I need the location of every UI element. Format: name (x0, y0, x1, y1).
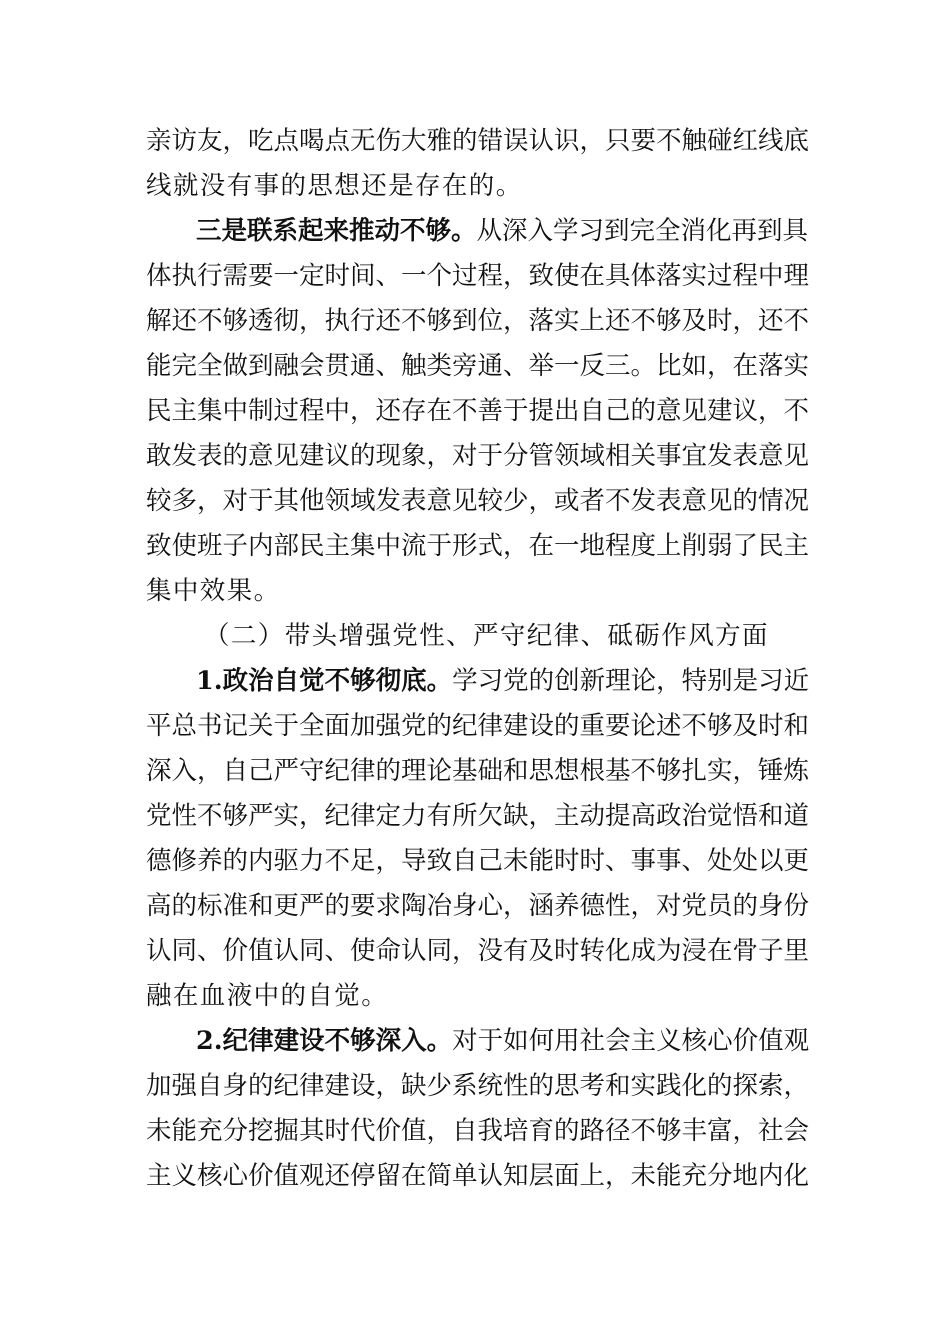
text-line: 较多，对于其他领域发表意见较少，或者不发表意见的情况 (146, 486, 810, 516)
text-line: 深入，自己严守纪律的理论基础和思想根基不够扎实，锤炼 (146, 756, 810, 786)
text-line: 敢发表的意见建议的现象，对于分管领域相关事宜发表意见 (146, 441, 810, 471)
paragraph-heading-line (196, 1024, 810, 1058)
text-line: 民主集中制过程中，还存在不善于提出自己的意见建议，不 (146, 396, 810, 426)
text-run: 从深入学习到完全消化再到具 (476, 216, 809, 246)
text-line: 线就没有事的思想还是存在的。 (146, 171, 523, 201)
text-line: 加强自身的纪律建设，缺少系统性的思考和实践化的探索， (146, 1071, 810, 1101)
text-line: 德修养的内驱力不足，导致自己未能时时、事事、处处以更 (146, 846, 810, 876)
text-line: 解还不够透彻，执行还不够到位，落实上还不够及时，还不 (146, 306, 810, 336)
text-line: 平总书记关于全面加强党的纪律建设的重要论述不够及时和 (146, 711, 810, 741)
paragraph-heading-line (196, 214, 809, 248)
text-line: 体执行需要一定时间、一个过程，致使在具体落实过程中理 (146, 261, 810, 291)
text-line: 未能充分挖掘其时代价值，自我培育的路径不够丰富，社会 (146, 1116, 810, 1146)
text-line: 认同、价值认同、使命认同，没有及时转化成为浸在骨子里 (146, 936, 810, 966)
text-line: 主义核心价值观还停留在简单认知层面上，未能充分地内化 (146, 1161, 810, 1191)
paragraph-lead: 三是联系起来推动不够。 (196, 216, 477, 246)
text-line: 高的标准和更严的要求陶冶身心，涵养德性，对党员的身份 (146, 891, 810, 921)
paragraph-lead: 1.政治自觉不够彻底。 (196, 666, 453, 696)
text-line: 融在血液中的自觉。 (146, 981, 389, 1011)
text-line: 能完全做到融会贯通、触类旁通、举一反三。比如，在落实 (146, 351, 810, 381)
text-line: 亲访友，吃点喝点无伤大雅的错误认识，只要不触碰红线底 (146, 126, 810, 156)
text-line: 集中效果。 (146, 576, 281, 606)
text-run: 学习党的创新理论，特别是习近 (452, 666, 810, 696)
section-heading: （二）带头增强党性、严守纪律、砥砺作风方面 (204, 621, 769, 651)
text-run: 对于如何用社会主义核心价值观 (452, 1026, 810, 1056)
text-line: 党性不够严实，纪律定力有所欠缺，主动提高政治觉悟和道 (146, 801, 810, 831)
text-line: 致使班子内部民主集中流于形式，在一地程度上削弱了民主 (146, 531, 810, 561)
paragraph-lead: 2.纪律建设不够深入。 (196, 1026, 453, 1056)
paragraph-heading-line (196, 664, 810, 698)
